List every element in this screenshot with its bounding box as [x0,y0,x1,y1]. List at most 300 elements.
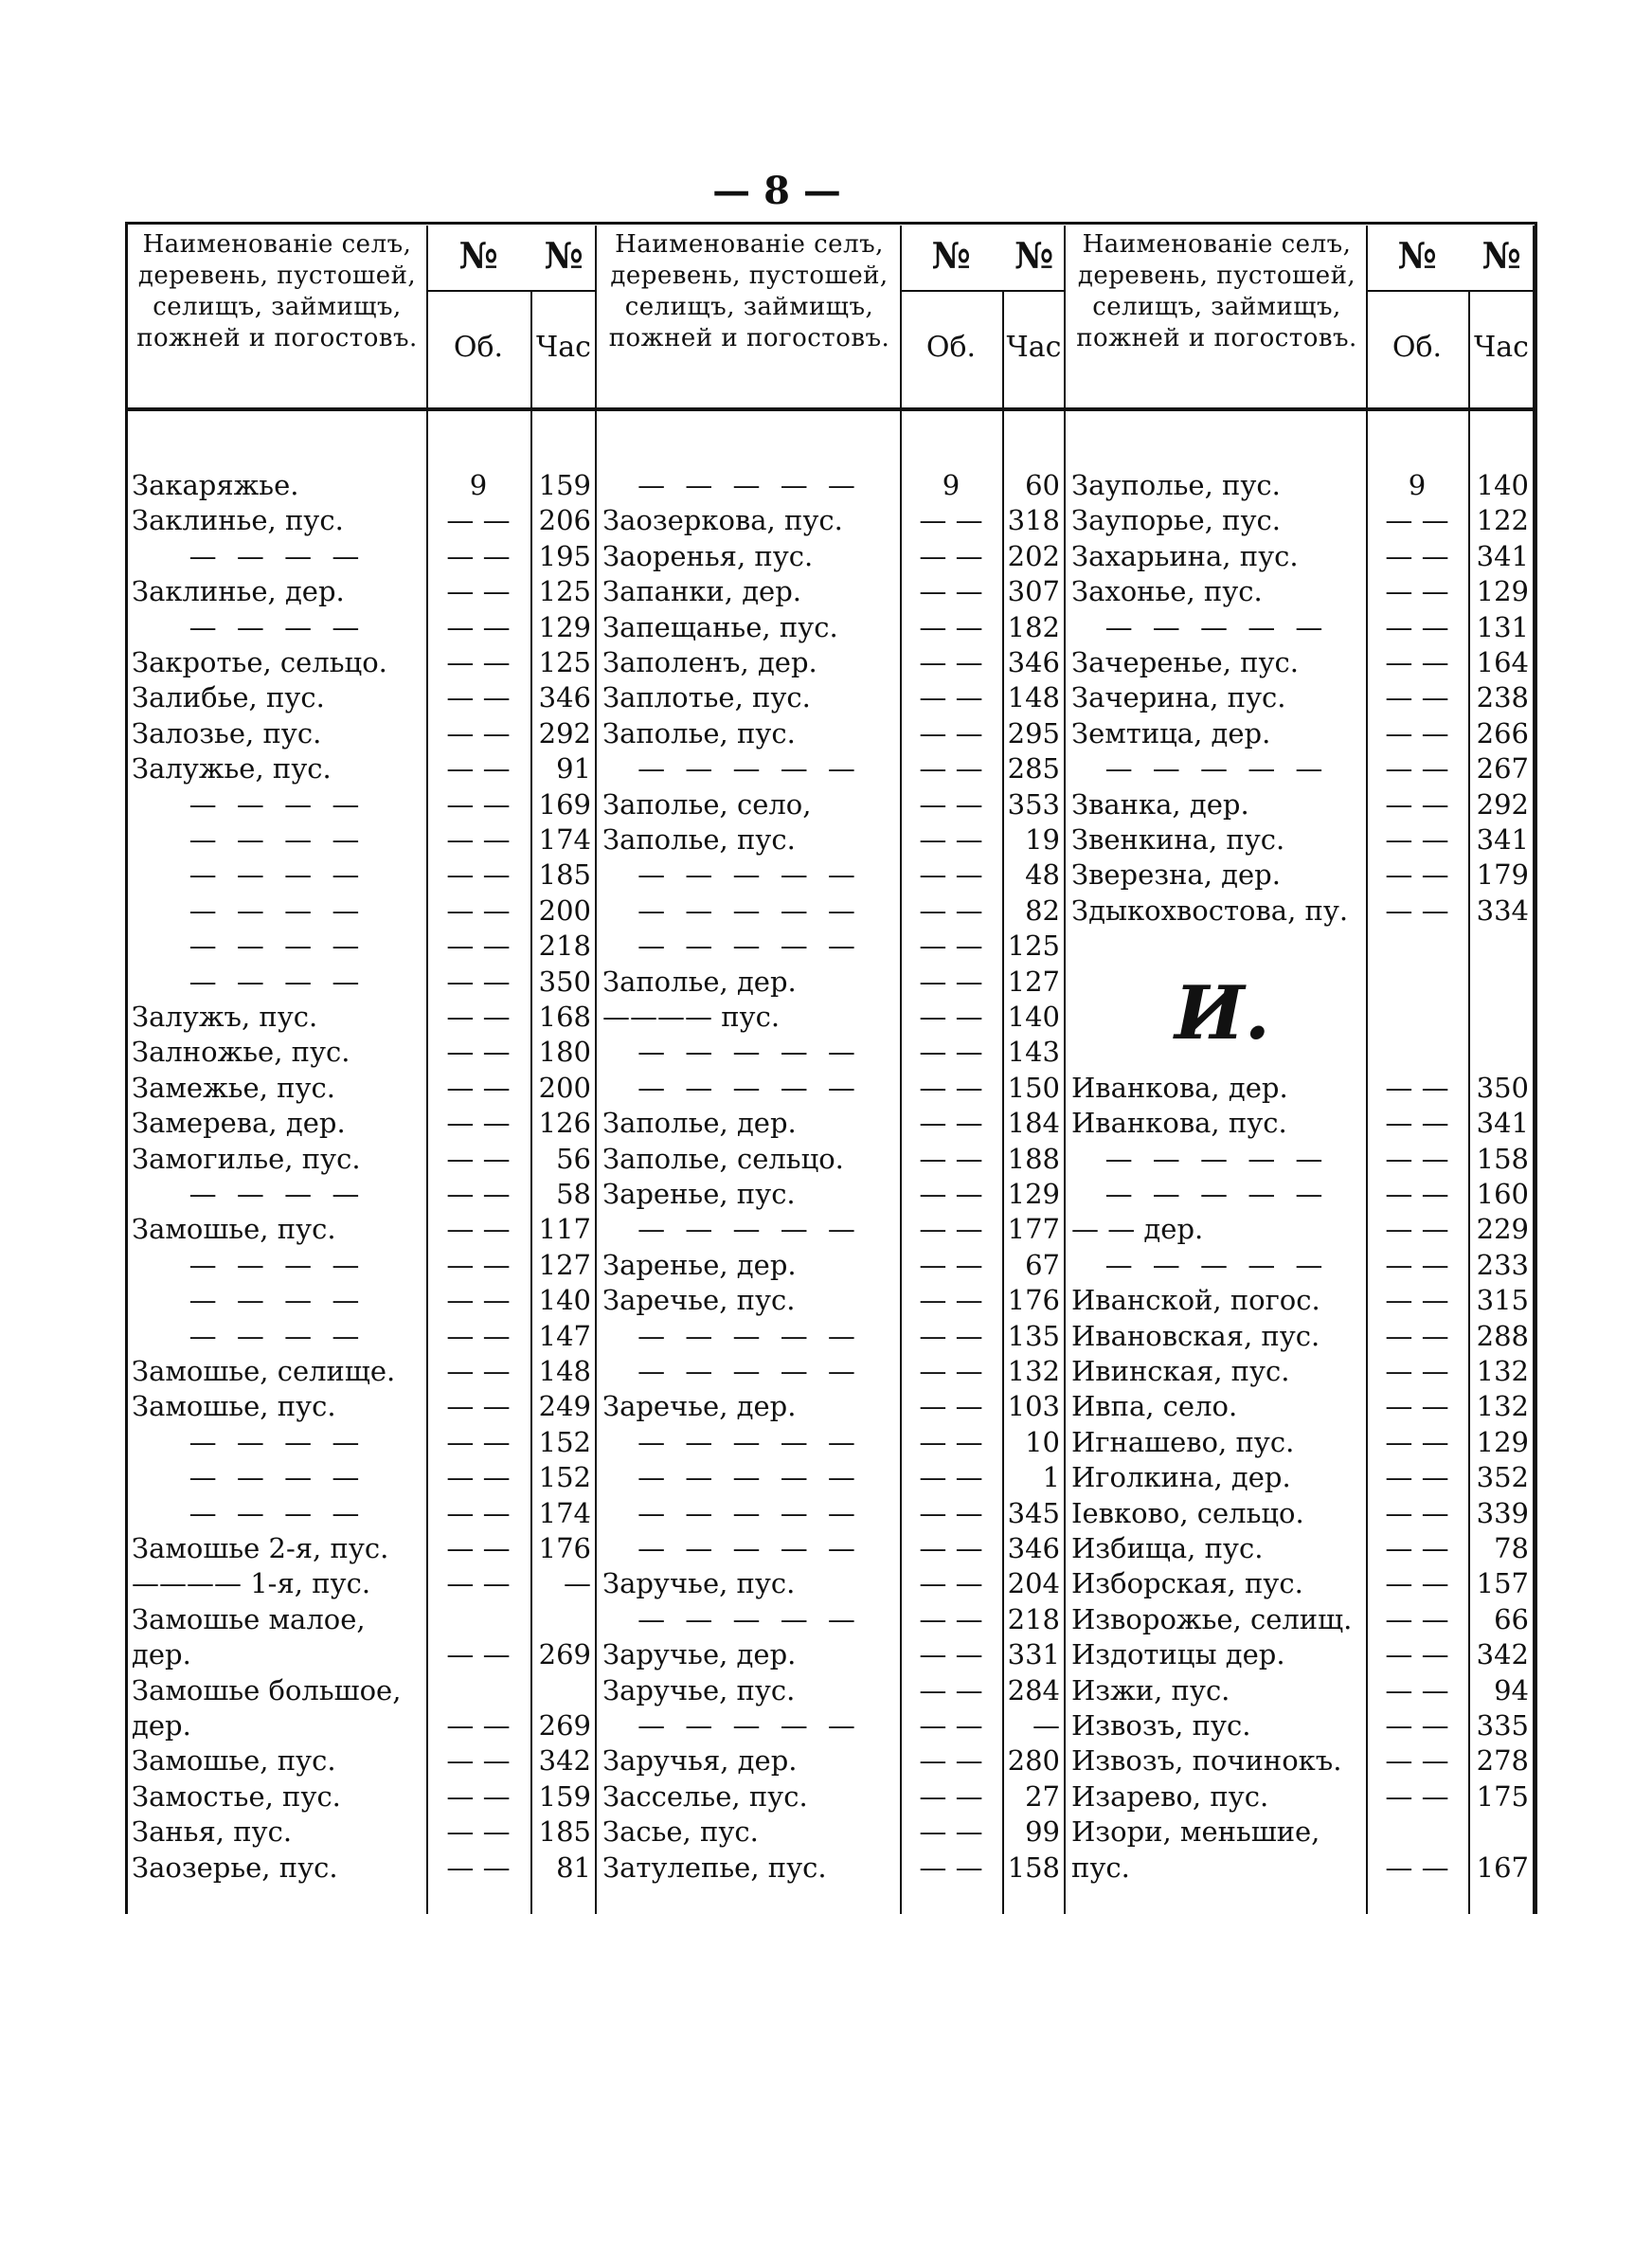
table-row [599,1000,1066,1035]
place-name: — — — — — [637,752,861,785]
place-name: — — — — — [637,469,861,501]
place-name: Заозерье, пус. [132,1851,338,1884]
place-name: — — — — — [1104,1142,1329,1175]
table-row [1068,1142,1535,1177]
place-name: Залозье, пус. [132,716,322,749]
header-ob-2: Об. [1392,331,1443,364]
ob-number: — — [1385,1779,1449,1813]
ch-number: 158 [1007,1851,1060,1884]
place-name: Заручье, дер. [602,1638,797,1671]
table-row [1068,894,1535,929]
ob-number: — — [919,1213,983,1246]
place-name: Изарево, пус. [1071,1779,1269,1813]
ob-number: — — [446,610,511,643]
table-row [599,1815,1066,1850]
ob-number: — — [446,1390,511,1423]
place-name: Заполье, сельцо. [602,1142,844,1175]
table-row [1068,539,1535,574]
table-row [128,1460,597,1495]
table-row [1068,503,1535,538]
table-row [599,503,1066,538]
place-name: Заренье, дер. [602,1248,797,1281]
ch-number: 206 [538,504,591,537]
ob-number: — — [446,1284,511,1317]
table-row [599,645,1066,680]
table-row [1068,1071,1535,1106]
ob-number: — — [919,1779,983,1813]
ch-number: 132 [1476,1355,1529,1387]
place-name: дер. [132,1638,191,1671]
ch-number: 122 [1476,504,1529,537]
table-row [128,1035,597,1070]
table-row [1068,1673,1535,1708]
table-row [1068,680,1535,715]
place-name: Замошье малое, [132,1602,366,1635]
ch-number: 292 [1476,787,1529,821]
place-name: — — — — [189,1178,366,1210]
ob-number: — — [919,823,983,856]
ob-number: — — [919,858,983,892]
table-row [1068,1708,1535,1743]
ch-number: 48 [1025,858,1060,892]
ch-number: 182 [1007,610,1060,643]
ob-number: — — [1385,1213,1449,1246]
place-name: Заклинье, пус. [132,504,344,537]
place-name: Зачерина, пус. [1071,681,1286,714]
ch-number: 278 [1476,1744,1529,1778]
table-row [599,1425,1066,1460]
ch-number: 127 [538,1248,591,1281]
ch-number: 229 [1476,1213,1529,1246]
ch-number: 19 [1025,823,1060,856]
ob-number: — — [1385,1284,1449,1317]
ch-number: 126 [538,1107,591,1140]
place-name: Затулепье, пус. [602,1851,827,1884]
table-row [128,645,597,680]
ob-number: — — [1385,1638,1449,1671]
ch-number: 127 [1007,965,1060,998]
header-no-ob-0: № [458,234,498,277]
ch-number: 148 [538,1355,591,1387]
ch-number: 82 [1025,894,1060,927]
place-name: — — — — [189,1425,366,1458]
table-row [599,680,1066,715]
place-name: — — — — — [1104,1248,1329,1281]
ch-number: 91 [556,752,591,785]
ob-number: — — [1385,646,1449,678]
ch-number: 148 [1007,681,1060,714]
ch-number: 58 [556,1178,591,1210]
ch-number: 174 [538,823,591,856]
place-name: Зауполье, пус. [1071,469,1281,501]
place-name: Изори, меньшие, [1071,1815,1320,1849]
place-name: — — — — — [637,1709,861,1742]
ch-number: 143 [1007,1036,1060,1069]
ob-number: — — [1385,1425,1449,1458]
place-name: — — — — [189,1461,366,1494]
place-name: — — — — [189,930,366,963]
table-row [1068,645,1535,680]
place-name: Заполенъ, дер. [602,646,817,678]
place-name: — — — — [189,1284,366,1317]
ob-number: — — [919,1709,983,1742]
ob-number: — — [919,1248,983,1281]
header-no-ch-1: № [1014,234,1054,277]
ch-number: 341 [1476,823,1529,856]
table-row [1068,1851,1535,1886]
table-row [128,1071,597,1106]
ch-number: 335 [1476,1709,1529,1742]
table-row [599,1673,1066,1708]
place-name: — — — — — [637,894,861,927]
ch-number: 218 [538,930,591,963]
table-row [599,1779,1066,1815]
place-name: Ивановская, пус. [1071,1319,1320,1352]
ch-number: 280 [1007,1744,1060,1778]
table-row [128,1708,597,1743]
table-row [599,965,1066,1000]
ch-number: — [564,1567,591,1600]
ch-number: 345 [1007,1496,1060,1529]
table-row [599,894,1066,929]
place-name: Земтица, дер. [1071,716,1271,749]
ob-number: — — [446,1213,511,1246]
ch-number: 135 [1007,1319,1060,1352]
table-row [1068,1531,1535,1566]
table-row [128,1425,597,1460]
table-row [599,1319,1066,1354]
table-row [599,468,1066,503]
place-name: — — — — — [637,1071,861,1104]
place-name: — — — — — [637,1036,861,1069]
place-name: — — — — — [637,858,861,892]
ch-number: 238 [1476,681,1529,714]
place-name: Замогилье, пус. [132,1142,361,1175]
place-name: Ивинская, пус. [1071,1355,1290,1387]
table-row [128,1283,597,1318]
table-row [128,858,597,893]
place-name: — — — — [189,610,366,643]
place-name: — — — — [189,787,366,821]
ob-number: 9 [942,469,961,501]
place-name: Залибье, пус. [132,681,325,714]
ch-number: 200 [538,1071,591,1104]
place-name: Замошье большое, [132,1673,402,1706]
table-row [128,610,597,645]
ch-number: 185 [538,858,591,892]
ch-number: 295 [1007,716,1060,749]
ob-number: — — [919,1001,983,1033]
header-name-1: Наименованіе селъ, деревень, пустошей, селищъ, займищъ, пожней и погостовъ. [608,230,890,352]
table-row [128,1743,597,1779]
place-name: Замошье 2-я, пус. [132,1532,389,1564]
ob-number: — — [446,1425,511,1458]
ob-number: — — [446,1355,511,1387]
ob-number: — — [446,681,511,714]
table-row [1068,822,1535,858]
ob-number: — — [446,1567,511,1600]
ch-number: 158 [1476,1142,1529,1175]
place-name: Закаряжье. [132,469,299,501]
place-name: — — — — — [637,1425,861,1458]
ch-number: 140 [1476,469,1529,501]
ch-number: 318 [1007,504,1060,537]
ob-number: — — [919,610,983,643]
table-row [128,1496,597,1531]
table-row [599,1283,1066,1318]
table-row [128,1637,597,1672]
place-name: Заренье, пус. [602,1178,796,1210]
table-row [599,1531,1066,1566]
ch-number: 99 [1025,1815,1060,1849]
ch-number: 350 [538,965,591,998]
table-row [599,822,1066,858]
place-name: ———— 1-я, пус. [132,1567,371,1600]
table-row [128,1212,597,1247]
ch-number: 202 [1007,539,1060,572]
place-name: Заручья, дер. [602,1744,798,1778]
ch-number: 132 [1476,1390,1529,1423]
header-ch-1: Час [1006,331,1062,364]
place-name: Заполье, пус. [602,716,796,749]
table-row [599,1248,1066,1283]
place-name: — — — — [189,1248,366,1281]
ch-number: 249 [538,1390,591,1423]
ch-number: 125 [1007,930,1060,963]
place-name: Заполье, дер. [602,965,797,998]
ch-number: 125 [538,646,591,678]
table-row [599,716,1066,751]
ob-number: — — [919,787,983,821]
place-name: — — — — — [637,1496,861,1529]
place-name: Заполье, село, [602,787,812,821]
register-table [123,220,1548,1925]
ch-number: 185 [538,1815,591,1849]
table-row [128,894,597,929]
ch-number: 267 [1476,752,1529,785]
ch-number: 315 [1476,1284,1529,1317]
table-row [599,858,1066,893]
place-name: — — — — [189,1319,366,1352]
table-row [1068,858,1535,893]
ch-number: 341 [1476,1107,1529,1140]
place-name: Замошье, пус. [132,1390,336,1423]
ob-number: — — [446,1744,511,1778]
header-name-0: Наименованіе селъ, деревень, пустошей, селищъ, займищъ, пожней и погостовъ. [136,230,418,352]
ob-number: — — [919,681,983,714]
place-name: Званка, дер. [1071,787,1249,821]
place-name: Заречье, дер. [602,1390,797,1423]
ob-number: — — [919,1851,983,1884]
table-right-rule [1535,222,1537,1914]
ob-number: — — [919,1355,983,1387]
place-name: Иванской, погос. [1071,1284,1320,1317]
table-row [1068,787,1535,822]
ob-number: — — [919,965,983,998]
place-name: Зачеренье, пус. [1071,646,1299,678]
table-row [599,1743,1066,1779]
table-row [599,574,1066,609]
place-name: Изворожье, селищ. [1071,1602,1353,1635]
ch-number: 168 [538,1001,591,1033]
ob-number: — — [1385,1107,1449,1140]
ch-number: 195 [538,539,591,572]
place-name: Извозъ, пус. [1071,1709,1251,1742]
place-name: Заполье, дер. [602,1107,797,1140]
ob-number: — — [919,1461,983,1494]
ch-number: 285 [1007,752,1060,785]
table-row [599,1354,1066,1389]
place-name: ———— пус. [602,1001,781,1033]
ob-number: — — [1385,1673,1449,1706]
place-name: Заречье, пус. [602,1284,796,1317]
ob-number: — — [446,1461,511,1494]
ob-number: — — [1385,823,1449,856]
ob-number: — — [1385,1709,1449,1742]
table-row [599,1177,1066,1212]
place-name: Замошье, пус. [132,1213,336,1246]
ob-number: — — [919,1815,983,1849]
ob-number: — — [446,1107,511,1140]
ch-number: 167 [1476,1851,1529,1884]
table-row [1068,1106,1535,1141]
ob-number: — — [1385,539,1449,572]
header-no-ch-2: № [1481,234,1521,277]
ob-number: — — [919,539,983,572]
ch-number: 131 [1476,610,1529,643]
table-row [128,1815,597,1850]
ob-number: — — [446,858,511,892]
place-name: Запанки, дер. [602,575,801,608]
table-row [599,1637,1066,1672]
ch-number: 184 [1007,1107,1060,1140]
table-row [128,468,597,503]
place-name: Захонье, пус. [1071,575,1263,608]
table-row [128,1319,597,1354]
table-row [128,1354,597,1389]
table-row [1068,1319,1535,1354]
ob-number: — — [919,1390,983,1423]
ob-number: — — [919,504,983,537]
place-name: Замошье, селище. [132,1355,396,1387]
place-name: — — — — — [637,1602,861,1635]
ob-number: — — [1385,752,1449,785]
table-row [599,1106,1066,1141]
place-name: Заклинье, дер. [132,575,345,608]
ch-number: 200 [538,894,591,927]
ob-number: — — [1385,1461,1449,1494]
table-row [1068,1035,1535,1070]
place-name: — — — — — [1104,752,1329,785]
table-row [1068,1779,1535,1815]
place-name: Іевково, сельцо. [1071,1496,1304,1529]
place-name: — — — — [189,965,366,998]
ch-number: 132 [1007,1355,1060,1387]
place-name: Закротье, сельцо. [132,646,387,678]
table-row [128,1851,597,1886]
table-row [599,1460,1066,1495]
ch-number: 352 [1476,1461,1529,1494]
ch-number: 129 [1476,1425,1529,1458]
ch-number: 284 [1007,1673,1060,1706]
ch-number: 188 [1007,1142,1060,1175]
ob-number: — — [446,575,511,608]
ch-number: 292 [538,716,591,749]
ch-number: 269 [538,1709,591,1742]
header-bottom-rule [125,407,1536,411]
ob-number: — — [919,1602,983,1635]
place-name: — — — — [189,894,366,927]
ob-number: — — [446,646,511,678]
table-row [1068,716,1535,751]
ob-number: — — [446,504,511,537]
place-name: Замостье, пус. [132,1779,341,1813]
ch-number: 27 [1025,1779,1060,1813]
header-name-2: Наименованіе селъ, деревень, пустошей, селищъ, займищъ, пожней и погостовъ. [1076,230,1357,352]
ch-number: 140 [538,1284,591,1317]
place-name: — — — — — [637,1532,861,1564]
ch-number: 129 [1007,1178,1060,1210]
place-name: пус. [1071,1851,1130,1884]
place-name: Заплотье, пус. [602,681,811,714]
ch-number: 331 [1007,1638,1060,1671]
ob-number: — — [919,1638,983,1671]
table-row [1068,929,1535,964]
place-name: Засье, пус. [602,1815,759,1849]
table-row [128,1177,597,1212]
table-row [128,1673,597,1708]
ch-number: 179 [1476,858,1529,892]
ch-number: 180 [538,1036,591,1069]
table-row [1068,965,1535,1000]
table-row [1068,1496,1535,1531]
place-name: — — — — [189,858,366,892]
header-no-ch-0: № [544,234,584,277]
ob-number: — — [1385,504,1449,537]
place-name: — — — — [189,539,366,572]
ob-number: — — [446,1071,511,1104]
ob-number: — — [919,1532,983,1564]
ob-number: — — [1385,1602,1449,1635]
table-row [1068,1460,1535,1495]
ch-number: 307 [1007,575,1060,608]
ob-number: — — [919,930,983,963]
ob-number: — — [1385,1355,1449,1387]
ch-number: 269 [538,1638,591,1671]
ob-number: — — [919,1036,983,1069]
table-row [128,716,597,751]
table-row [1068,468,1535,503]
ob-number: — — [1385,894,1449,927]
ch-number: 288 [1476,1319,1529,1352]
ob-number: — — [919,752,983,785]
table-row [128,574,597,609]
table-row [128,1531,597,1566]
ch-number: 94 [1494,1673,1529,1706]
ch-number: 125 [538,575,591,608]
place-name: Избища, пус. [1071,1532,1264,1564]
table-row [599,1035,1066,1070]
ch-number: 346 [538,681,591,714]
place-name: — — — — — [637,1213,861,1246]
ch-number: 164 [1476,646,1529,678]
ob-number: — — [446,716,511,749]
ch-number: 66 [1494,1602,1529,1635]
place-name: — — — — — [637,1319,861,1352]
header-no-ob-2: № [1397,234,1437,277]
ch-number: 169 [538,787,591,821]
ch-number: 147 [538,1319,591,1352]
